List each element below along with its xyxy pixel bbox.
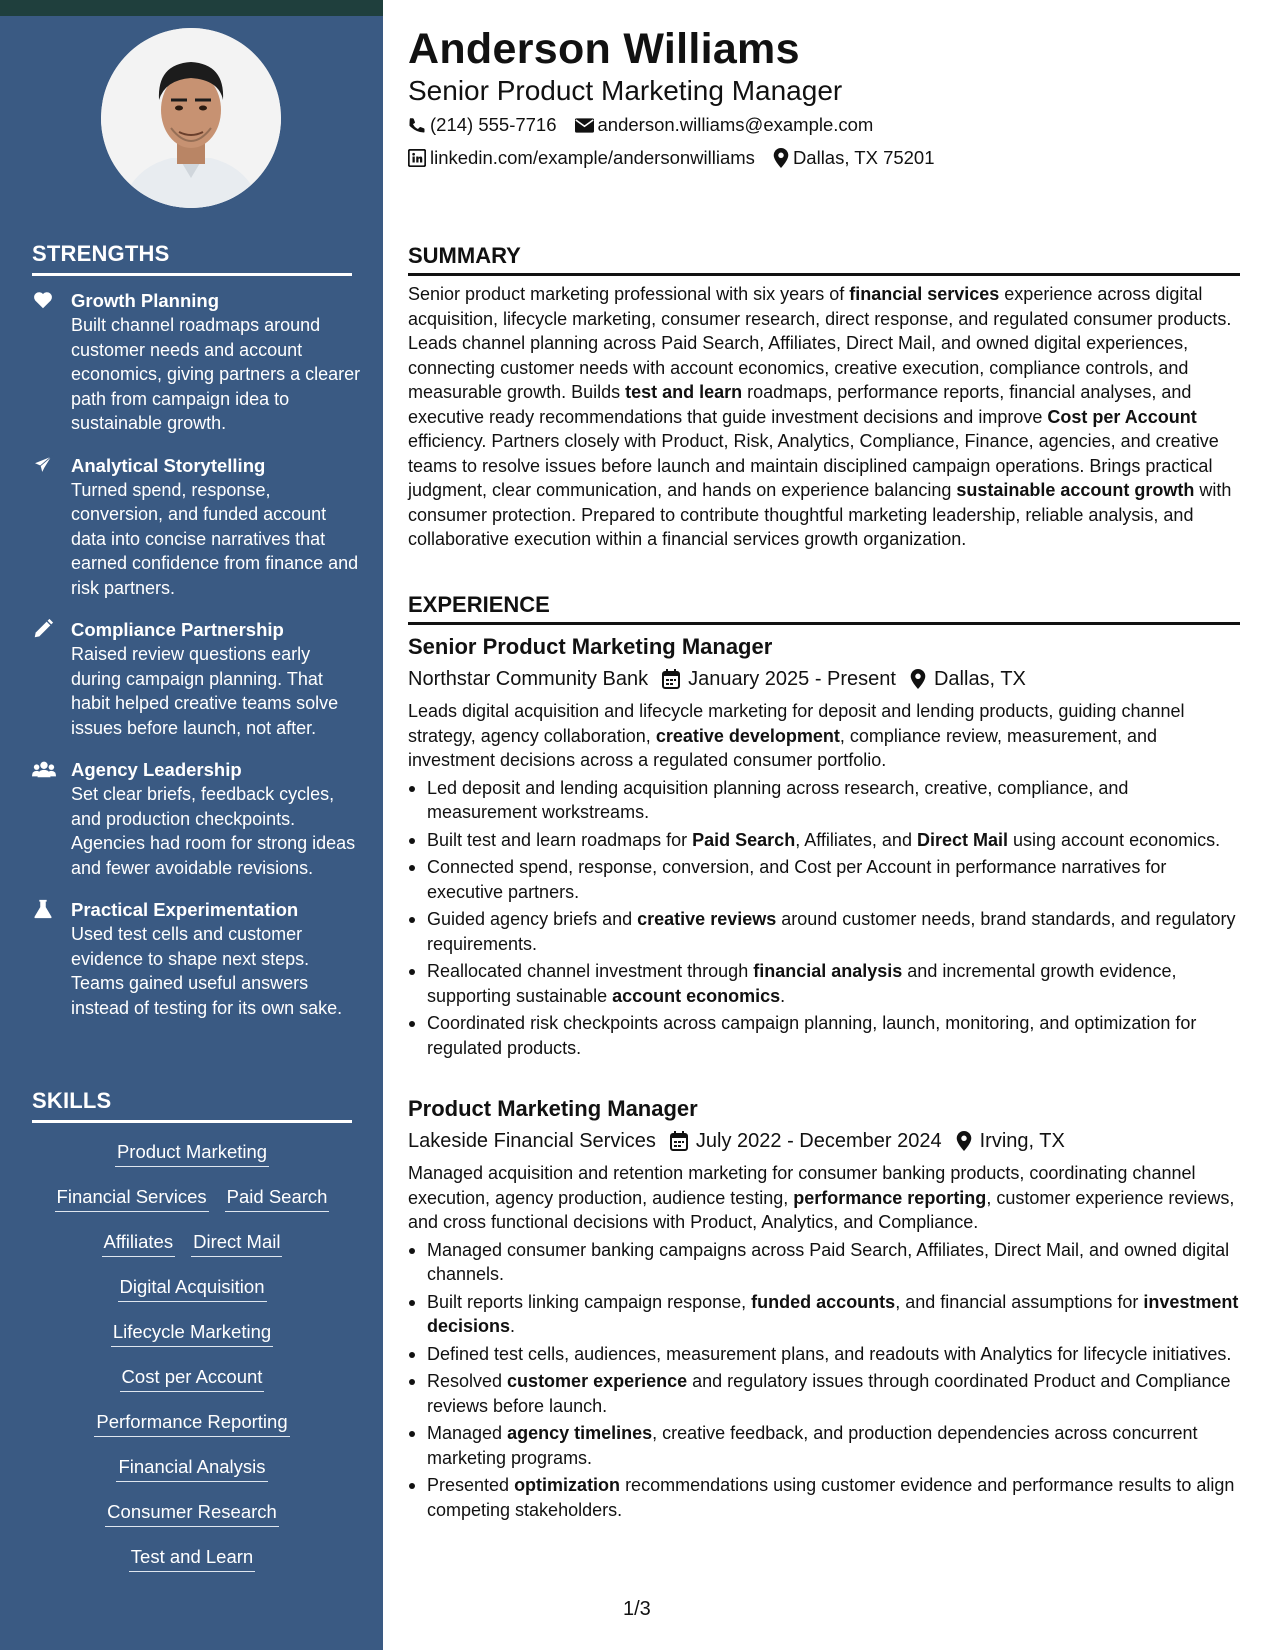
skill-tag: Paid Search <box>225 1185 330 1212</box>
strength-title: Practical Experimentation <box>71 899 299 920</box>
job-bullet: Presented optimization recommendations using customer evidence and performance results to align competing stakeholders. <box>408 1473 1240 1522</box>
job-bullet: Connected spend, response, conversion, and Cost per Account in performance narratives for executive partners. <box>408 855 1240 904</box>
strengths-list <box>32 288 362 1037</box>
skill-tag: Test and Learn <box>129 1545 255 1572</box>
skill-tag: Product Marketing <box>115 1140 269 1167</box>
skill-tag: Cost per Account <box>120 1365 265 1392</box>
strengths-heading: STRENGTHS <box>32 241 352 276</box>
skills-heading: SKILLS <box>32 1088 352 1123</box>
job-bullet: Managed consumer banking campaigns across Paid Search, Affiliates, Direct Mail, and owned digital channels. <box>408 1238 1240 1287</box>
flask-icon <box>32 898 54 920</box>
strength-desc: Raised review questions early during campaign planning. That habit helped creative teams solve issues before launch, not after. <box>71 644 339 738</box>
strength-item <box>32 617 362 740</box>
job-bullet: Guided agency briefs and creative reviews around customer needs, brand standards, and regulatory requirements. <box>408 907 1240 956</box>
job-bullet: Reallocated channel investment through financial analysis and incremental growth evidence, supporting sustainable account economics. <box>408 959 1240 1008</box>
job-dates: January 2025 - Present <box>688 668 896 690</box>
linkedin-contact[interactable] <box>408 146 755 170</box>
skill-tag: Financial Analysis <box>116 1455 267 1482</box>
job-bullet: Managed agency timelines, creative feedback, and production dependencies across concurrent marketing programs. <box>408 1421 1240 1470</box>
profile-photo <box>101 28 281 208</box>
experience-heading: EXPERIENCE <box>408 591 1240 625</box>
heart-icon <box>32 289 54 311</box>
job-title: Product Marketing Manager <box>408 1096 698 1121</box>
company-name: Northstar Community Bank <box>408 668 649 690</box>
skill-tag: Digital Acquisition <box>118 1275 267 1302</box>
strength-title: Growth Planning <box>71 290 219 311</box>
job-bullet: Coordinated risk checkpoints across campaign planning, launch, monitoring, and optimization for regulated products. <box>408 1011 1240 1060</box>
map-pin-icon <box>910 669 926 689</box>
location-contact <box>773 146 935 170</box>
linkedin-icon <box>408 149 426 167</box>
job-bullet: Built test and learn roadmaps for Paid Search, Affiliates, and Direct Mail using account economics. <box>408 828 1240 853</box>
strength-title: Analytical Storytelling <box>71 454 266 476</box>
email-text: anderson.williams@example.com <box>597 114 874 135</box>
job-bullets <box>408 1238 1240 1523</box>
job-bullet: Resolved customer experience and regulatory issues through coordinated Product and Compliance reviews before launch. <box>408 1369 1240 1418</box>
location-text: Dallas, TX 75201 <box>792 147 935 168</box>
skills-list <box>32 1140 352 1590</box>
company-name: Lakeside Financial Services <box>408 1130 656 1152</box>
strength-item <box>32 897 362 1020</box>
skill-tag: Performance Reporting <box>94 1410 289 1437</box>
calendar-icon <box>670 1131 688 1151</box>
strength-desc: Used test cells and customer evidence to shape next steps. Teams gained useful answers instead of testing for its own sake. <box>71 924 343 1018</box>
job-description: Leads digital acquisition and lifecycle marketing for deposit and lending products, guiding channel strategy, agency collaboration, creative development, compliance review, measurement, and investment decisions across a regulated consumer portfolio. <box>408 701 1185 770</box>
map-pin-icon <box>773 148 789 168</box>
contact-row <box>408 146 935 170</box>
linkedin-text: linkedin.com/example/andersonwilliams <box>430 147 755 168</box>
skill-tag: Consumer Research <box>105 1500 279 1527</box>
job-bullet: Led deposit and lending acquisition planning across research, creative, compliance, and measurement workstreams. <box>408 776 1240 825</box>
job-title: Senior Product Marketing Manager <box>408 634 773 659</box>
strength-item <box>32 288 362 436</box>
candidate-title: Senior Product Marketing Manager <box>408 75 843 106</box>
strength-title: Agency Leadership <box>71 759 242 780</box>
job-meta <box>408 1126 1240 1156</box>
job-dates: July 2022 - December 2024 <box>695 1130 942 1152</box>
phone-contact[interactable] <box>408 113 557 137</box>
job-meta <box>408 664 1240 694</box>
paper-plane-icon <box>32 454 54 476</box>
sidebar <box>0 0 383 1650</box>
envelope-icon <box>575 118 594 133</box>
strength-desc: Set clear briefs, feedback cycles, and production checkpoints. Agencies had room for strong ideas and fewer avoidable revisions. <box>71 784 356 878</box>
strength-desc: Turned spend, response, conversion, and funded account data into concise narratives that earned confidence from finance and risk partners. <box>71 479 359 598</box>
summary-text: Senior product marketing professional with six years of financial services experience across digital acquisition, lifecycle marketing, consumer research, direct response, and regulated consumer products. Leads channel planning across Paid Search, Affiliates, Direct Mail, and owned digital experiences, connecting customer needs with account economics, creative execution, compliance controls, and measurable growth. Builds test and learn roadmaps, performance reports, financial analyses, and executive ready recommendations that guide investment decisions and improve Cost per Account efficiency. Partners closely with Product, Risk, Analytics, Compliance, Finance, agencies, and creative teams to resolve issues before launch and maintain disciplined campaign operations. Brings practical judgment, clear communication, and hands on experience balancing sustainable account growth with consumer protection. Prepared to contribute thoughtful marketing leadership, reliable analysis, and collaborative execution within a financial services growth organization. <box>408 284 1232 549</box>
job-entry <box>408 1094 1240 1525</box>
skill-tag: Lifecycle Marketing <box>111 1320 273 1347</box>
people-icon <box>32 758 54 780</box>
calendar-icon <box>662 669 680 689</box>
strength-item <box>32 453 362 601</box>
candidate-name: Anderson Williams <box>408 25 800 73</box>
summary-heading: SUMMARY <box>408 242 1240 276</box>
skill-tag: Affiliates <box>102 1230 176 1257</box>
map-pin-icon <box>956 1131 972 1151</box>
strength-item <box>32 757 362 880</box>
skill-tag: Direct Mail <box>191 1230 282 1257</box>
job-description: Managed acquisition and retention marketing for consumer banking products, coordinating channel execution, agency production, audience testing, performance reporting, customer experience reviews, and cross functional decisions with Product, Analytics, and Compliance. <box>408 1163 1235 1232</box>
phone-text: (214) 555-7716 <box>430 114 557 135</box>
strength-title: Compliance Partnership <box>71 619 284 640</box>
job-location: Dallas, TX <box>933 668 1026 690</box>
skill-tag: Financial Services <box>55 1185 209 1212</box>
job-entry <box>408 632 1240 1063</box>
strength-desc: Built channel roadmaps around customer needs and account economics, giving partners a clearer path from campaign idea to sustainable growth. <box>71 315 361 433</box>
job-location: Irving, TX <box>979 1130 1065 1152</box>
pencil-icon <box>32 618 54 640</box>
email-contact[interactable] <box>575 113 874 137</box>
job-bullet: Built reports linking campaign response, funded accounts, and financial assumptions for investment decisions. <box>408 1290 1240 1339</box>
contact-row <box>408 113 873 137</box>
page-number: 1/3 <box>623 1598 651 1620</box>
job-bullet: Defined test cells, audiences, measurement plans, and readouts with Analytics for lifecycle initiatives. <box>408 1342 1240 1367</box>
phone-icon <box>408 116 426 134</box>
job-bullets <box>408 776 1240 1061</box>
avatar-portrait <box>101 28 281 208</box>
